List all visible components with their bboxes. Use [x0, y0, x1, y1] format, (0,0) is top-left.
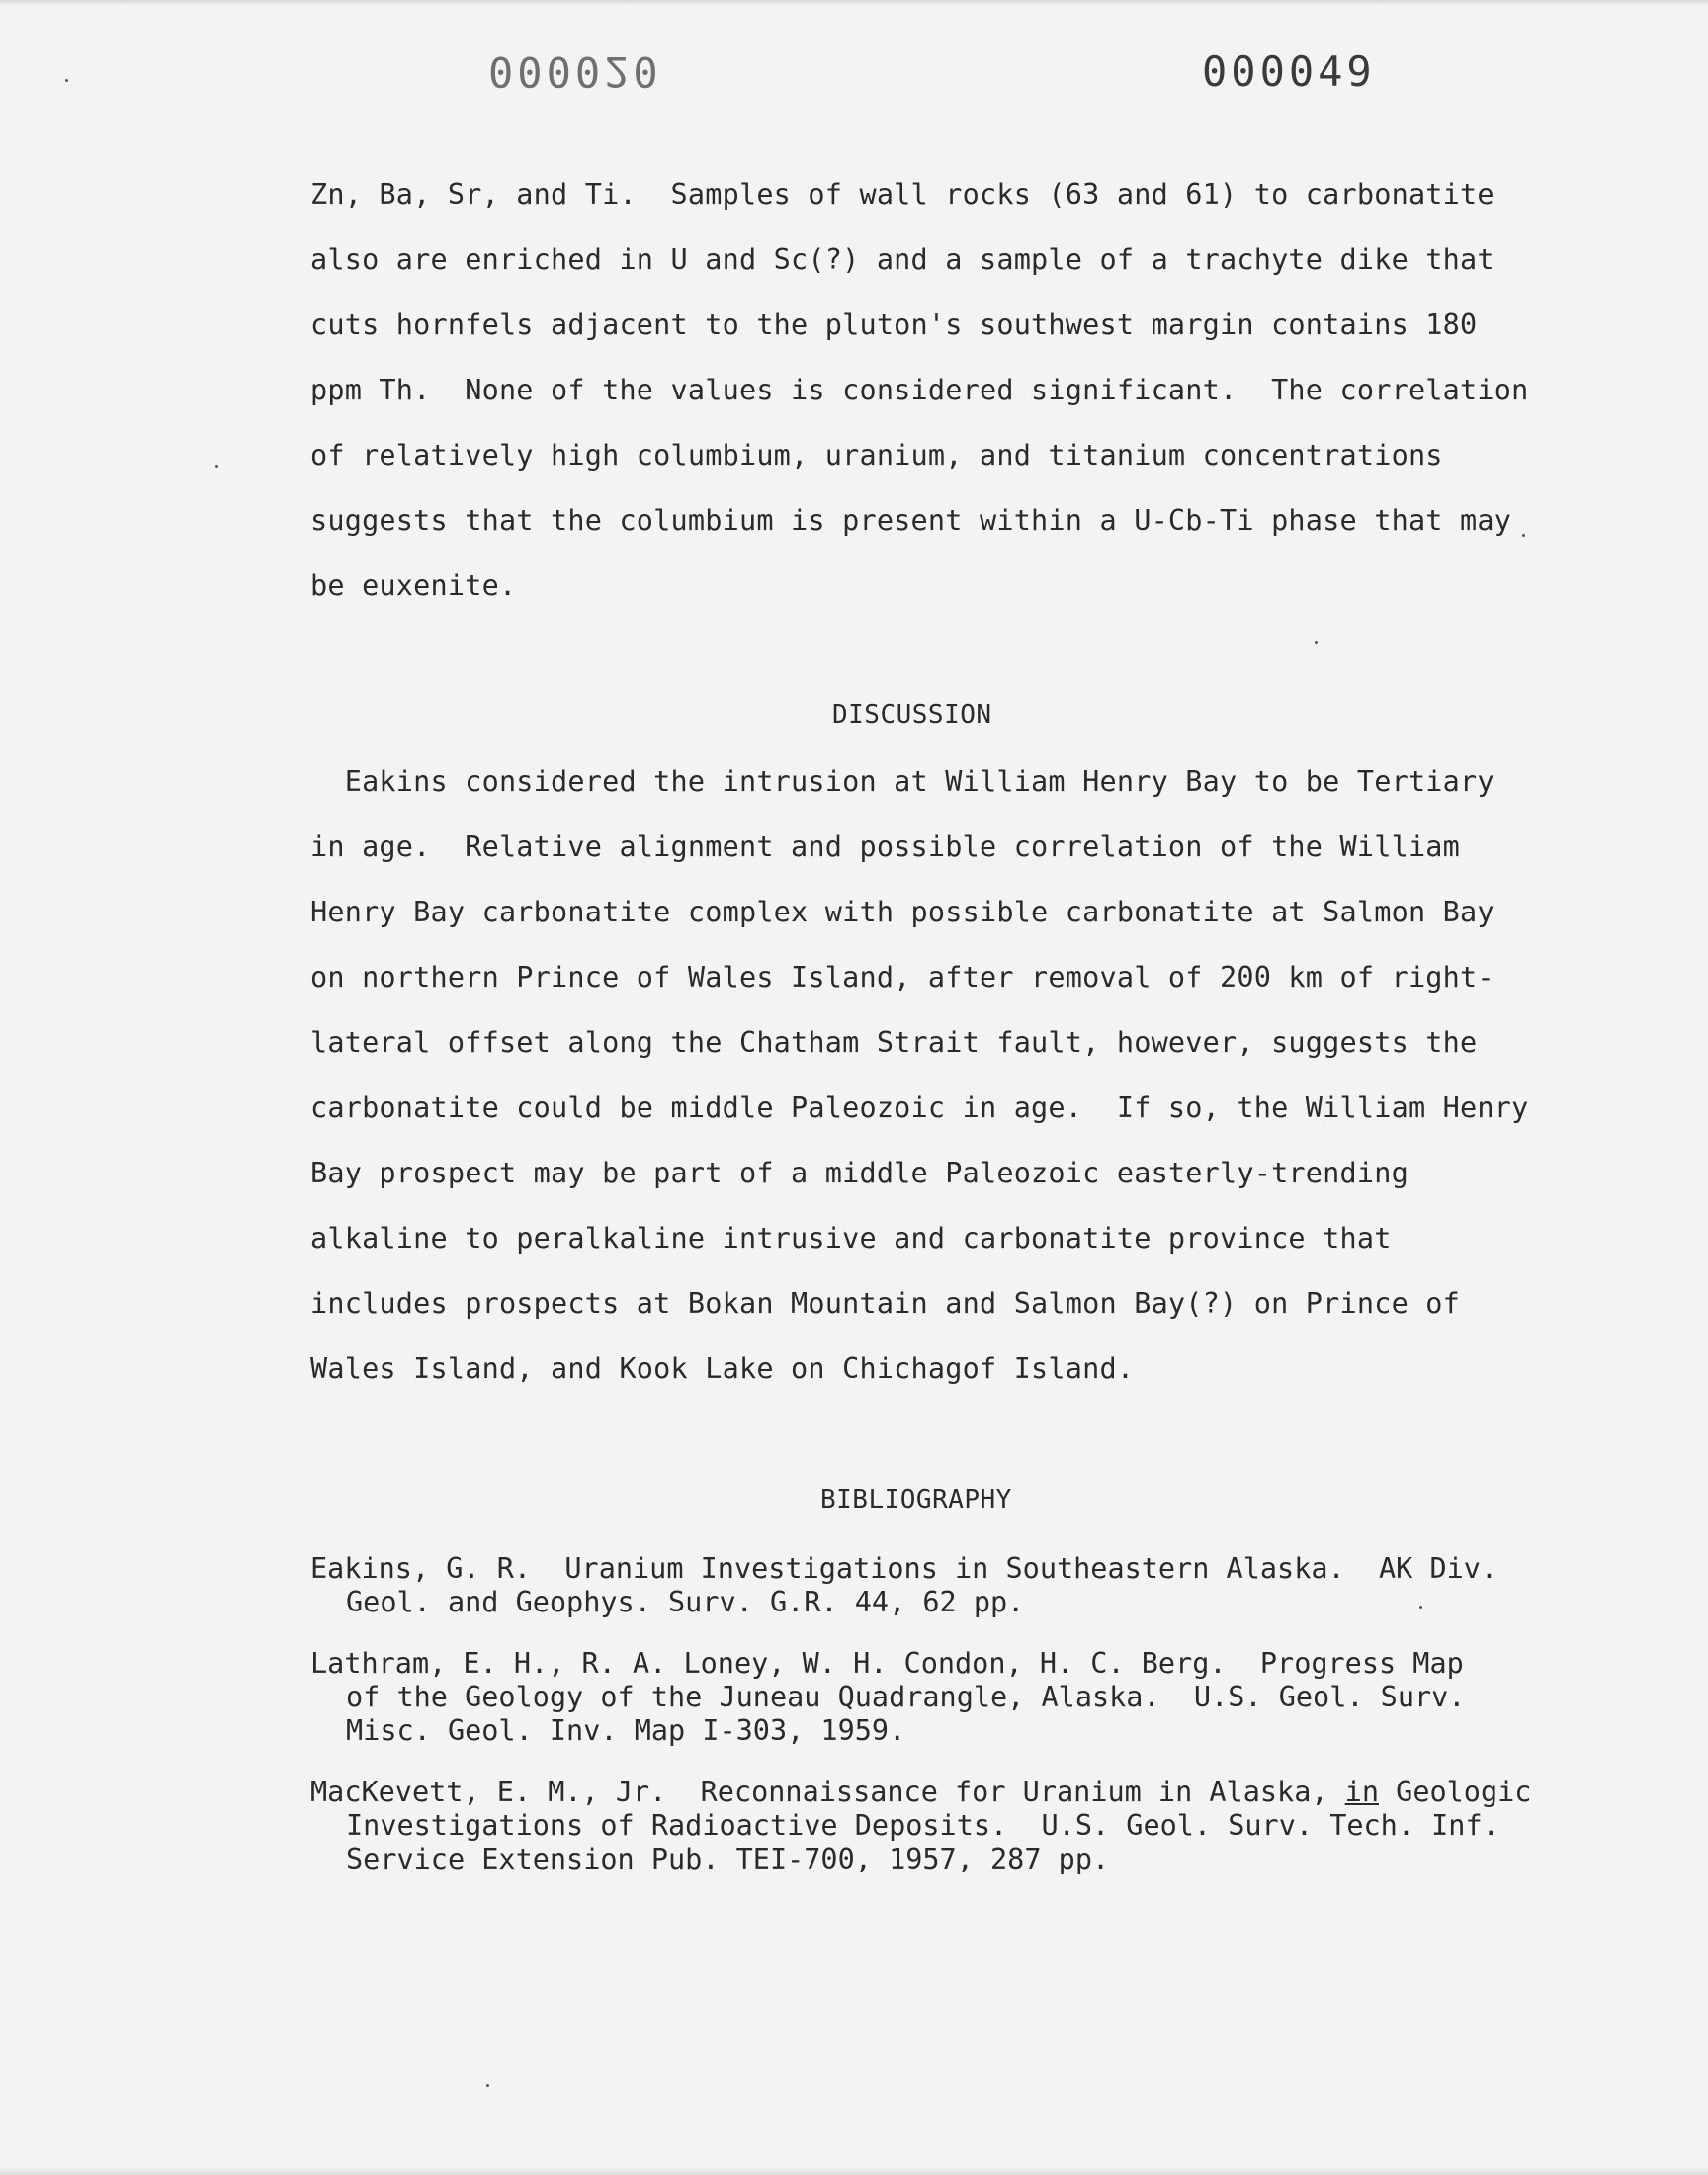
scan-speck: [1315, 641, 1318, 644]
text-line: Henry Bay carbonatite complex with possible carbonatite at Salmon Bay: [310, 896, 1494, 928]
bibliography-entry: [310, 1552, 1556, 1619]
page-number-left: 000020: [488, 47, 662, 96]
text-line: on northern Prince of Wales Island, after removal of 200 km of right-: [310, 961, 1494, 994]
bibliography-entry: [310, 1647, 1556, 1748]
text-line: carbonatite could be middle Paleozoic in age. If so, the William Henry: [310, 1091, 1529, 1124]
scan-speck: [1522, 534, 1525, 537]
text-line: Bay prospect may be part of a middle Paleozoic easterly-trending: [310, 1157, 1409, 1189]
bib-first-line: [310, 1776, 1556, 1809]
text-line: Zn, Ba, Sr, and Ti. Samples of wall rocks (63 and 61) to carbonatite: [310, 178, 1494, 211]
bib-continuation-line: Investigations of Radioactive Deposits. U.S. Geol. Surv. Tech. Inf.: [346, 1809, 1499, 1842]
bib-first-line: Lathram, E. H., R. A. Loney, W. H. Condon, H. C. Berg. Progress Map: [310, 1647, 1464, 1680]
text-line: Eakins considered the intrusion at William Henry Bay to be Tertiary: [310, 765, 1494, 798]
text-line: lateral offset along the Chatham Strait fault, however, suggests the: [310, 1026, 1478, 1059]
bibliography-heading: BIBLIOGRAPHY: [820, 1485, 1012, 1515]
bibliography-entry: [310, 1776, 1556, 1876]
text-line: Wales Island, and Kook Lake on Chichagof Island.: [310, 1352, 1135, 1385]
scan-edge-top: [0, 0, 1708, 6]
bib-text: MacKevett, E. M., Jr. Reconnaissance for Uranium in Alaska,: [310, 1776, 1345, 1808]
text-line: in age. Relative alignment and possible correlation of the William: [310, 830, 1461, 863]
discussion-heading: DISCUSSION: [832, 700, 992, 730]
scan-edge-bottom: [0, 2167, 1708, 2175]
bib-continuation-line: Service Extension Pub. TEI-700, 1957, 287 pp.: [346, 1843, 1110, 1875]
text-line: ppm Th. None of the values is considered significant. The correlation: [310, 374, 1529, 406]
text-line: suggests that the columbium is present within a U-Cb-Ti phase that may: [310, 504, 1512, 537]
scan-speck: [65, 79, 68, 82]
bib-underlined-word: in: [1344, 1776, 1379, 1808]
scan-speck: [215, 465, 218, 468]
text-line: alkaline to peralkaline intrusive and carbonatite province that: [310, 1222, 1392, 1255]
scan-speck: [486, 2084, 489, 2087]
bib-text: Geologic: [1379, 1776, 1532, 1808]
text-line: includes prospects at Bokan Mountain and Salmon Bay(?) on Prince of: [310, 1287, 1461, 1320]
scan-speck: [1419, 1606, 1422, 1609]
text-line: also are enriched in U and Sc(?) and a sample of a trachyte dike that: [310, 243, 1494, 276]
bib-first-line: Eakins, G. R. Uranium Investigations in Southeastern Alaska. AK Div.: [310, 1552, 1498, 1585]
text-line: be euxenite.: [310, 569, 517, 602]
page-number-right: 000049: [1202, 47, 1376, 96]
discussion-paragraph: [310, 749, 1529, 1402]
text-line: of relatively high columbium, uranium, and titanium concentrations: [310, 439, 1443, 472]
bib-continuation-line: Misc. Geol. Inv. Map I-303, 1959.: [346, 1714, 906, 1747]
bib-continuation-line: of the Geology of the Juneau Quadrangle, Alaska. U.S. Geol. Surv.: [346, 1681, 1466, 1713]
bib-continuation-line: Geol. and Geophys. Surv. G.R. 44, 62 pp.: [346, 1586, 1025, 1618]
intro-paragraph: [310, 162, 1529, 619]
text-line: cuts hornfels adjacent to the pluton's southwest margin contains 180: [310, 308, 1478, 341]
